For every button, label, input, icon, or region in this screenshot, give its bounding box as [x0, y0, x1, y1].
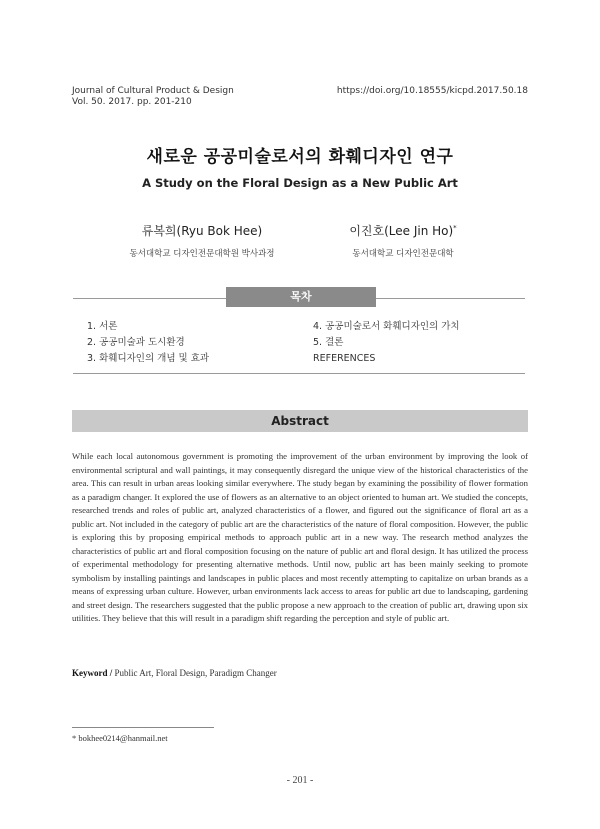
author-1-name: 류복희(Ryu Bok Hee) [141, 224, 263, 238]
toc-item: 1. 서론 [87, 321, 118, 332]
author-1-affiliation: 동서대학교 디자인전문대학원 박사과정 [129, 249, 275, 259]
footnote-email: * bokhee0214@hanmail.net [72, 733, 168, 743]
author-2-name: 이진호(Lee Jin Ho)* [349, 224, 457, 238]
table-of-contents [73, 298, 525, 374]
toc-right-column [313, 319, 460, 367]
title-korean: 새로운 공공미술로서의 화훼디자인 연구 [146, 147, 454, 167]
title-english: A Study on the Floral Design as a New Public Art [142, 176, 458, 190]
keyword-label: Keyword / [72, 668, 113, 678]
abstract-heading: Abstract [72, 410, 528, 432]
journal-volume: Vol. 50. 2017. pp. 201-210 [72, 97, 192, 107]
journal-name: Journal of Cultural Product & Design [72, 86, 234, 96]
toc-item: 4. 공공미술로서 화훼디자인의 가치 [313, 321, 460, 332]
author-2 [318, 222, 488, 259]
toc-item: 3. 화훼디자인의 개념 및 효과 [87, 353, 210, 364]
toc-heading: 목차 [226, 287, 376, 307]
journal-info [72, 86, 234, 108]
page-number: - 201 - [286, 775, 314, 786]
footnote-divider [72, 727, 214, 728]
abstract-body: While each local autonomous government is promoting the improvement of the urban environment by improving the look of environmental scriptural and wall paintings, it may consequently disregard the unique view of the historical characteristics of the area. This can result in urban areas looking similar everywhere. The study began by examining the possibility of flower formation as a paradigm changer. It explored the use of flowers as an alternative to an object oriented to human art. We studied the concepts, researched trends and roles of public art, analyzed characteristics of a flower, and figured out the significance of floral art as a public art. Not included in the category of public art are the characteristics of the nature of floral composition. However, the public is exploring this by proposing empirical methods to approach public art in a new way. The research method analyzes the characteristics of public art and floral composition focusing on the nature of public art and floral design. It has utilized the process of experimental methodology for presenting alternative methods. Until now, public art has been mainly seeking to promote symbolism by installing paintings and landscapes in public places and most recently attempting to capitalize on urban brands as a means of expressing urban culture. However, urban environments lack access to areas for public art due to landscaping, gardening and street design. The researchers suggested that the public propose a new approach to the creation of public art, drawing upon six utilities. They believe that this will result in a paradigm shift regarding the perception and style of public art. [72, 451, 528, 623]
author-1 [112, 222, 292, 259]
toc-item: REFERENCES [313, 353, 376, 364]
keywords [72, 668, 528, 678]
toc-item: 2. 공공미술과 도시환경 [87, 337, 185, 348]
toc-item: 5. 결론 [313, 337, 344, 348]
keyword-values: Public Art, Floral Design, Paradigm Changer [114, 668, 277, 678]
author-2-affiliation: 동서대학교 디자인전문대학 [352, 249, 454, 259]
doi-link[interactable]: https://doi.org/10.18555/kicpd.2017.50.18 [336, 86, 528, 96]
toc-left-column [87, 319, 209, 367]
corresponding-author-marker: * [453, 224, 457, 232]
